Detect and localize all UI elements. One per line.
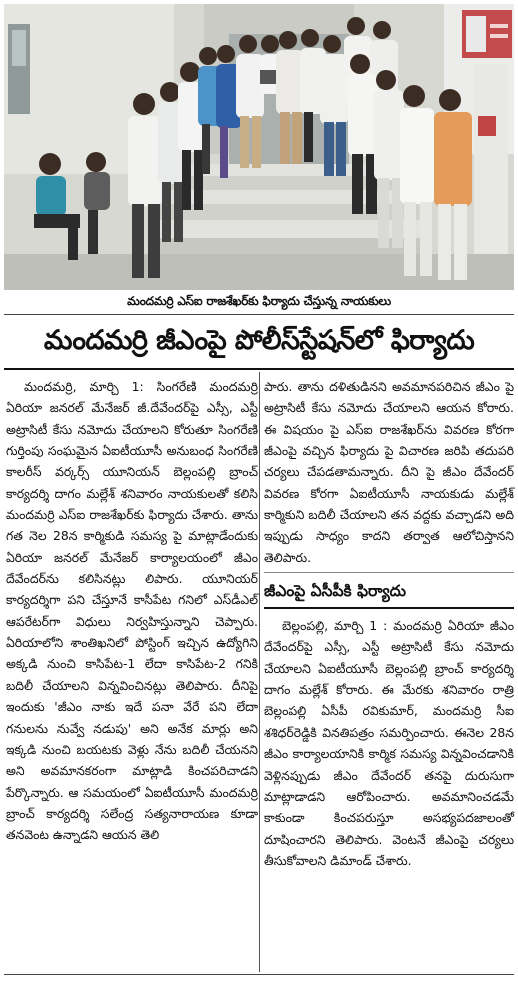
group-photo-illustration (4, 4, 514, 290)
article-headline: మందమర్రి జీఎంపై పోలీస్‌స్టేషన్‌లో ఫిర్యాదు (43, 325, 475, 356)
article-subheading: జీఎంపై ఏసీపీకి ఫిర్యాదు (264, 579, 514, 609)
column-divider (259, 372, 260, 972)
bottom-divider (4, 974, 514, 975)
caption-divider (4, 314, 514, 315)
article-body-continued: పారు. తాను దళితుడినని అవమానపరిచిన జీఎం పై అట్రాసిటీ కేసు నమోదు చేయాలని ఆయన కోరారు. ఈ విషయం పై ఎస్ఐ రాజశేఖర్‌ను వివరణ కోరగా జీఎంపై వచ్చిన ఫిర్యాదు పై విచారణ జరిపి తదుపరి చర్యలు చేపడతామన్నారు. దీని పై జీఎం దేవేందర్ వివరణ కోరగా ఏఐటీయూసీ నాయకుడు మల్లేశ్ కార్మికుని బదిలీ చేయాలని తన వద్దకు వచ్చాడని అది ఇప్పుడు సాధ్యం కాదని తర్వాత ఆలోచిస్తానని తెలిపారు. (264, 379, 514, 565)
photo-caption: మందమర్రి ఎస్ఐ రాజశేఖర్‌కు ఫిర్యాదు చేస్తున్న నాయకులు (127, 294, 391, 308)
article-body-text: మందమర్రి, మార్చి 1: సింగరేణి మందమర్రి ఏరియా జనరల్ మేనేజర్ జీ.దేవేందర్‌పై ఎస్సీ, ఎస్టీ అట్రాసిటీ కేసు నమోదు చేయాలని కోరుతూ సింగరేణి గుర్తింపు సంఘమైన ఏఐటీయూసీ అనుబంధ సింగరేణి కాలరీస్ వర్కర్స్ యూనియన్ బెల్లంపల్లి బ్రాంచ్ కార్యదర్శి దాగం మల్లేశ్ శనివారం నాయకులతో కలిసి మందమర్రి ఎస్ఐ రాజశేఖర్‌కు ఫిర్యాదు చేశారు. తాను గత నెల 28న కార్మికుడి సమస్య పై మాట్లాడేందుకు ఏరియా జనరల్ మేనేజర్ కార్యాలయంలో జీఎం దేవేందర్‌ను కలిసినట్లు లిపారు. యూనియర్ కార్యదర్శిగా పని చేస్తూనే కాసీపేట గనిలో ఎస్‌డీఎల్ ఆపరేటర్‌గా విధులు నిర్వహిస్తున్నాని చెప్పారు. ఏరియాలోని శాంతిఖనిలో పోస్టింగ్ ఇచ్చిన ఉద్యోగిని అక్కడి నుంచి కాసిపేట-1 లేదా కాసిపేట-2 గనికి బదిలీ చేయాలని విన్నవించినట్లు తెలిపారు. దీనిపై ఇందుకు 'జీఎం నాకు ఇదే పనా వేరే పని లేదా గనులను నువ్వే నడుపు' అని అనేక మార్లు అని ఇక్కడి నుంచి బయటకు వెళ్లు నేను బదిలీ చేయనని అని అవమానకరంగా మాట్లాడి కించపరిచాడని పేర్కొన్నారు. ఆ సమయంలో ఏఐటీయూసీ మందమర్రి బ్రాంచ్ కార్యదర్శి సలేంద్ర సత్యనారాయణ కూడా తనవెంట ఉన్నాడని ఆయన తెలి (6, 379, 258, 843)
subhead-top-rule (264, 572, 514, 573)
article-right-column (264, 376, 514, 871)
news-photo (4, 4, 514, 290)
sub-article-body: బెల్లంపల్లి, మార్చి 1 : మందమర్రి ఏరియా జీఎం దేవేందర్‌పై ఎస్సీ, ఎస్టీ అట్రాసిటీ కేసు నమోదు చేయాలని ఏఐటీయూసీ బెల్లంపల్లి బ్రాంచ్ కార్యదర్శి దాగం మల్లేశ్ కోరారు. ఈ మేరకు శనివారం రాత్రి బెల్లంపల్లి ఏసీపీ రవికుమార్, మందమర్రి సీఐ శశిధర్‌రెడ్డికి వినతిపత్రం సమర్పించారు. ఈనెల 28న జీఎం కార్యాలయానికి కార్మిక సమస్య విన్నవించడానికి వెళ్లినప్పుడు జీఎం దేవేందర్ తనపై దురుసుగా మాట్లాడాడని ఆరోపించారు. అవమానించడమే కాకుండా కించపరుస్తూ అసభ్యపదజాలంతో దూషించారని తెలిపారు. వెంటనే జీఎంపై చర్యలు తీసుకోవాలని డిమాండ్ చేశారు. (264, 618, 514, 868)
headline-divider (4, 368, 514, 370)
article-left-column (6, 376, 258, 846)
